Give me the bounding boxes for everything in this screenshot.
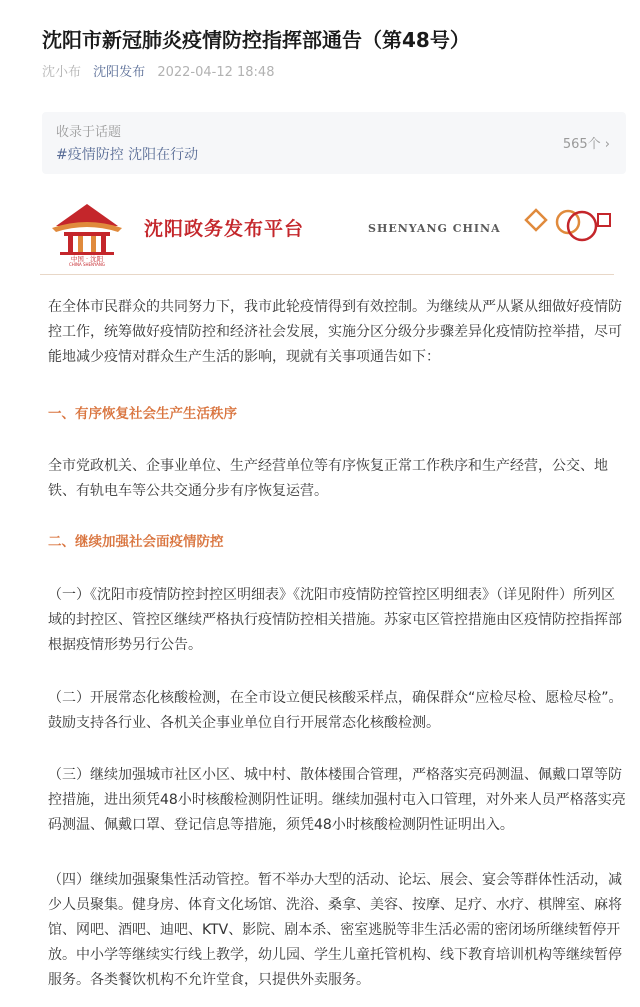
account-link[interactable]: 沈阳发布 — [93, 65, 146, 80]
author-name: 沈小布 — [42, 65, 82, 80]
shenyang-palace-logo-icon — [48, 196, 126, 266]
banner-subtitle-en: SHENYANG CHINA — [368, 222, 501, 235]
banner-title: 沈阳政务发布平台 — [144, 218, 305, 240]
intro-paragraph: 在全体市民群众的共同努力下，我市此轮疫情得到有效控制。为继续从严从紧从细做好疫情防控工作，统筹做好疫情防控和经济社会发展，实施分区分级分步骤差异化疫情防控举措，尽可能地减少疫情对群众生产生活的影响，现就有关事项通告如下： — [48, 299, 622, 365]
topic-count[interactable]: 565个 › — [562, 137, 610, 152]
item4-paragraph: （四）继续加强聚集性活动管控。暂不举办大型的活动、论坛、展会、宴会等群体性活动，减少人员聚集。健身房、体育文化场馆、洗浴、桑拿、美容、按摩、足疗、水疗、棋牌室、麻将馆、网吧、酒吧、迪吧、KTV、影院、剧本杀、密室逃脱等非生活必需的密闭场所继续暂停开放。中小学等继续实行线上教学，幼儿园、学生儿童托管机构、线下教育培训机构等继续暂停服务。各类餐饮机构不允许堂食，只提供外卖服务。 — [48, 872, 622, 988]
item3-paragraph: （三）继续加强城市社区小区、城中村、散体楼围合管理，严格落实亮码测温、佩戴口罩等防控措施，进出须凭48小时核酸检测阴性证明。继续加强村屯入口管理，对外来人员严格落实亮码测温、佩戴口罩、登记信息等措施，须凭48小时核酸检测阴性证明出入。 — [48, 767, 626, 833]
topic-label: 收录于话题 — [56, 125, 122, 140]
section2-heading: 二、继续加强社会面疫情防控 — [48, 534, 224, 550]
logo-caption-en: CHINA SHENYANG — [68, 262, 106, 266]
topic-collection-card[interactable] — [42, 112, 626, 174]
publish-time: 2022-04-12 18:48 — [157, 65, 275, 80]
article-title: 沈阳市新冠肺炎疫情防控指挥部通告（第48号） — [42, 28, 470, 52]
item2-paragraph: （二）开展常态化核酸检测，在全市设立便民核酸采样点，确保群众“应检尽检、愿检尽检”。鼓励支持各行业、各机关企事业单位自行开展常态化核酸检测。 — [48, 690, 623, 731]
header-banner — [40, 190, 614, 275]
section1-heading: 一、有序恢复社会生产生活秩序 — [48, 406, 237, 422]
item1-paragraph: （一）《沈阳市疫情防控封控区明细表》《沈阳市疫情防控管控区明细表》（详见附件）所列区域的封控区、管控区继续严格执行疫情防控相关措施。苏家屯区管控措施由区疫情防控指挥部根据疫情形势另行公告。 — [48, 587, 622, 653]
logo-caption: 中国 · 沈阳 — [70, 255, 104, 263]
article-meta — [42, 64, 274, 82]
topic-tags-link[interactable]: #疫情防控 沈阳在行动 — [56, 147, 199, 163]
section1-paragraph: 全市党政机关、企事业单位、生产经营单位等有序恢复正常工作秩序和生产经营，公交、地铁、有轨电车等公共交通分步有序恢复运营。 — [48, 458, 608, 499]
circles-diamond-decoration-icon — [524, 204, 614, 248]
